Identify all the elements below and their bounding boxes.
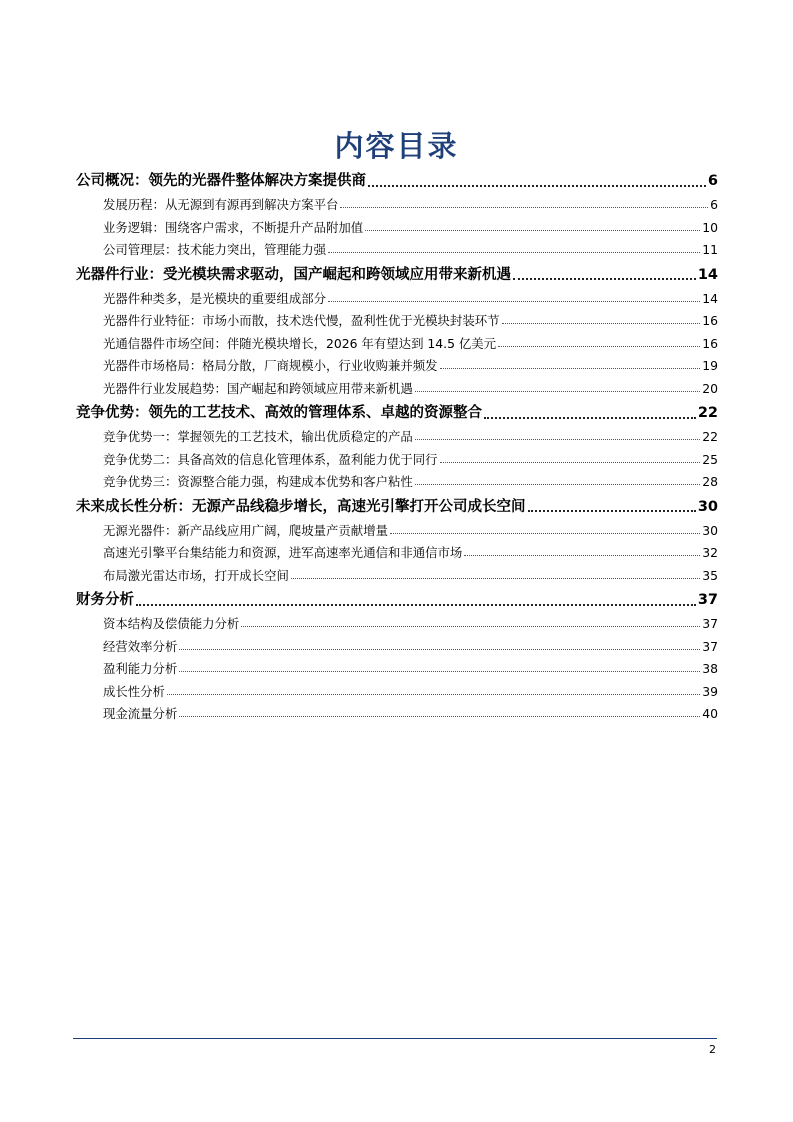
toc-entry-page: 14	[697, 266, 718, 283]
toc-entry-page: 30	[697, 498, 718, 515]
toc-entry-page: 40	[702, 706, 718, 721]
toc-entry-page: 11	[702, 242, 718, 257]
toc-subsection-entry[interactable]	[76, 613, 718, 636]
toc-leader-dots	[136, 587, 696, 606]
toc-entry-page: 16	[702, 335, 718, 351]
toc-leader-dots	[328, 239, 700, 253]
toc-entry-label: 布局激光雷达市场，打开成长空间	[103, 567, 289, 583]
toc-subsection-entry[interactable]	[76, 194, 718, 217]
toc-entry-label: 无源光器件：新产品线应用广阔，爬坡量产贡献增量	[103, 522, 388, 538]
toc-subsection-entry[interactable]	[76, 378, 718, 401]
toc-entry-page: 6	[710, 197, 718, 212]
toc-subsection-entry[interactable]	[76, 449, 718, 472]
toc-entry-page: 38	[702, 661, 718, 676]
toc-leader-dots	[498, 333, 700, 347]
toc-leader-dots	[415, 426, 700, 440]
toc-leader-dots	[179, 703, 700, 717]
page-number: 2	[709, 1043, 716, 1056]
toc-leader-dots	[464, 542, 700, 556]
page-title: 内容目录	[334, 129, 459, 163]
toc-entry-page: 28	[702, 474, 718, 489]
toc-entry-label: 光通信器件市场空间：伴随光模块增长，2026 年有望达到 14.5 亿美元	[103, 335, 497, 351]
toc-subsection-entry[interactable]	[76, 355, 718, 378]
toc-entry-label: 未来成长性分析：无源产品线稳步增长，高速光引擎打开公司成长空间	[76, 498, 526, 515]
toc-leader-dots	[328, 288, 700, 302]
toc-entry-label: 公司管理层：技术能力突出，管理能力强	[103, 242, 327, 257]
toc-leader-dots	[365, 217, 700, 231]
toc-entry-label: 公司概况：领先的光器件整体解决方案提供商	[76, 173, 366, 189]
toc-leader-dots	[390, 520, 700, 534]
toc-entry-label: 业务逻辑：围绕客户需求，不断提升产品附加值	[103, 219, 364, 235]
toc-leader-dots	[179, 636, 700, 650]
toc-subsection-entry[interactable]	[76, 520, 718, 543]
toc-section-entry[interactable]	[76, 587, 718, 613]
toc-leader-dots	[167, 681, 700, 695]
toc-entry-label: 盈利能力分析	[103, 661, 178, 676]
toc-entry-label: 光器件行业发展趋势：国产崛起和跨领域应用带来新机遇	[103, 380, 413, 396]
toc-entry-label: 现金流量分析	[103, 706, 178, 721]
toc-entry-page: 16	[702, 313, 718, 328]
toc-entry-page: 22	[697, 405, 718, 421]
toc-subsection-entry[interactable]	[76, 217, 718, 240]
toc-entry-page: 30	[702, 522, 718, 538]
toc-subsection-entry[interactable]	[76, 310, 718, 333]
toc-entry-label: 竞争优势一：掌握领先的工艺技术，输出优质稳定的产品	[103, 429, 413, 444]
toc-entry-page: 37	[702, 616, 718, 631]
toc-leader-dots	[179, 658, 700, 672]
toc-subsection-entry[interactable]	[76, 542, 718, 565]
toc-subsection-entry[interactable]	[76, 681, 718, 704]
toc-subsection-entry[interactable]	[76, 333, 718, 356]
toc-entry-label: 光器件种类多，是光模块的重要组成部分	[103, 290, 327, 306]
table-of-contents	[76, 168, 718, 726]
toc-section-entry[interactable]	[76, 168, 718, 194]
toc-entry-page: 39	[702, 683, 718, 699]
toc-entry-page: 35	[702, 567, 718, 583]
toc-entry-page: 6	[707, 173, 718, 189]
toc-entry-label: 竞争优势三：资源整合能力强，构建成本优势和客户粘性	[103, 474, 413, 489]
toc-entry-label: 资本结构及偿债能力分析	[103, 616, 240, 631]
toc-leader-dots	[528, 494, 696, 513]
toc-leader-dots	[291, 565, 700, 579]
toc-entry-page: 19	[702, 358, 718, 373]
toc-subsection-entry[interactable]	[76, 658, 718, 681]
toc-entry-label: 竞争优势二：具备高效的信息化管理体系，盈利能力优于同行	[103, 451, 438, 467]
toc-entry-page: 14	[702, 290, 718, 306]
toc-entry-page: 25	[702, 451, 718, 467]
toc-entry-label: 财务分析	[76, 592, 134, 608]
toc-entry-label: 光器件市场格局：格局分散，厂商规模小，行业收购兼并频发	[103, 358, 438, 373]
toc-leader-dots	[484, 400, 696, 419]
toc-section-entry[interactable]	[76, 400, 718, 426]
toc-entry-page: 10	[702, 219, 718, 235]
footer-divider	[73, 1038, 717, 1039]
toc-leader-dots	[440, 355, 701, 369]
toc-subsection-entry[interactable]	[76, 565, 718, 588]
toc-subsection-entry[interactable]	[76, 471, 718, 494]
toc-entry-page: 20	[702, 380, 718, 396]
toc-section-entry[interactable]	[76, 494, 718, 520]
toc-subsection-entry[interactable]	[76, 636, 718, 659]
toc-leader-dots	[241, 613, 700, 627]
toc-entry-page: 37	[702, 638, 718, 654]
toc-subsection-entry[interactable]	[76, 703, 718, 726]
toc-subsection-entry[interactable]	[76, 426, 718, 449]
toc-leader-dots	[340, 194, 708, 208]
toc-entry-label: 竞争优势：领先的工艺技术、高效的管理体系、卓越的资源整合	[76, 405, 482, 421]
toc-leader-dots	[502, 310, 701, 324]
toc-subsection-entry[interactable]	[76, 239, 718, 262]
toc-entry-label: 高速光引擎平台集结能力和资源，进军高速率光通信和非通信市场	[103, 545, 463, 560]
toc-subsection-entry[interactable]	[76, 288, 718, 311]
toc-entry-page: 22	[702, 429, 718, 444]
toc-leader-dots	[415, 471, 700, 485]
toc-entry-page: 37	[697, 592, 718, 608]
toc-leader-dots	[368, 168, 706, 187]
toc-leader-dots	[440, 449, 701, 463]
toc-entry-label: 成长性分析	[103, 683, 165, 699]
toc-leader-dots	[513, 262, 696, 281]
toc-leader-dots	[415, 378, 700, 392]
toc-entry-label: 发展历程：从无源到有源再到解决方案平台	[103, 197, 339, 212]
toc-section-entry[interactable]	[76, 262, 718, 288]
toc-entry-label: 光器件行业：受光模块需求驱动，国产崛起和跨领域应用带来新机遇	[76, 266, 511, 283]
toc-entry-label: 光器件行业特征：市场小而散，技术迭代慢，盈利性优于光模块封装环节	[103, 313, 500, 328]
toc-entry-page: 32	[702, 545, 718, 560]
toc-entry-label: 经营效率分析	[103, 638, 178, 654]
